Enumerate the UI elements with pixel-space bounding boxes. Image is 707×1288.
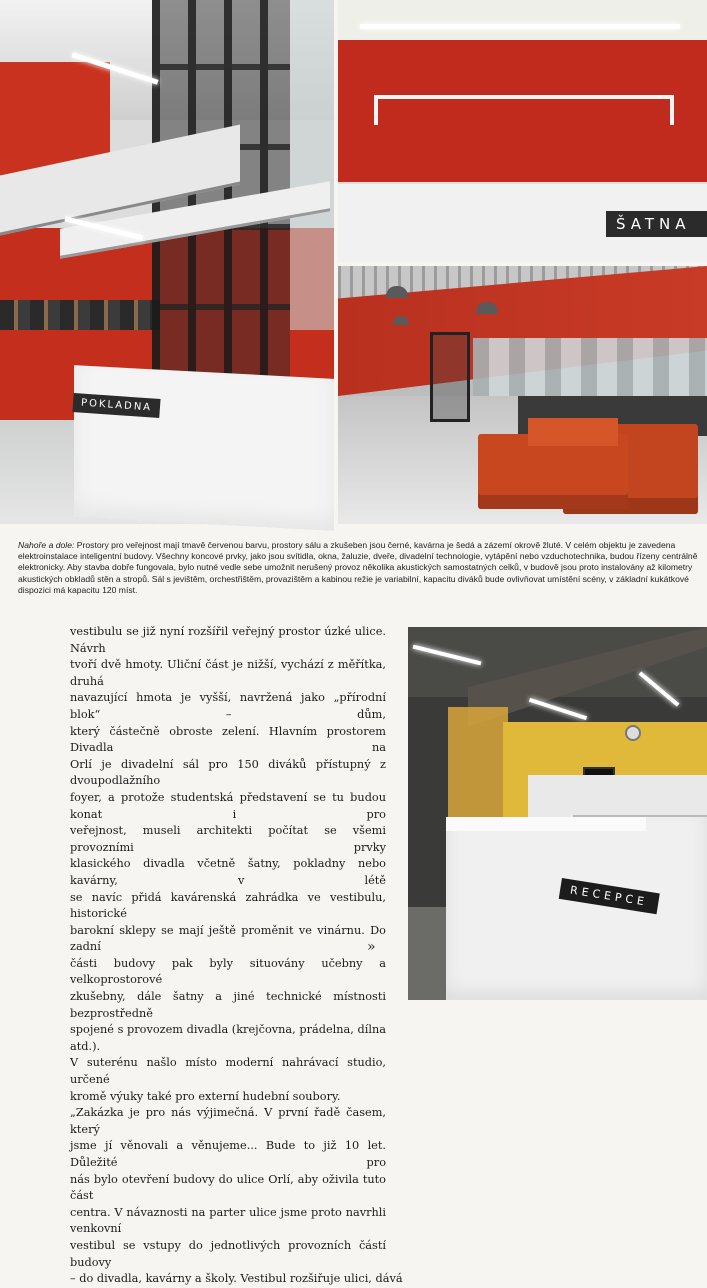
text-line: barokní sklepy se mají ještě proměnit ve vinárnu. Do zadní — [70, 923, 386, 954]
poster-strip — [0, 300, 160, 330]
glass-elevator — [430, 332, 470, 422]
sign-recepce: RECEPCE — [559, 878, 660, 914]
text-line: „Zakázka je pro nás výjimečná. V první řadě časem, který — [70, 1106, 386, 1136]
article-paragraph — [70, 1105, 403, 1288]
text-line: jsme jí věnovali a věnujeme... Bude to již 10 let. Důležité pro — [70, 1139, 386, 1169]
coat-rail — [374, 95, 674, 125]
text-line: který částečně obroste zelení. Hlavním prostorem Divadla na — [70, 724, 386, 755]
ceiling-lamp — [529, 698, 587, 720]
sign-satna: ŠATNA — [606, 211, 707, 237]
article-body — [70, 624, 403, 1288]
glass-panel — [290, 0, 334, 330]
photo-foyer — [338, 266, 707, 524]
caption-lead: Nahoře a dole: — [18, 540, 75, 550]
text-line: zkušebny, dále šatny a jiné technické místnosti bezprostředně — [70, 990, 386, 1020]
ticket-desk — [74, 365, 334, 531]
photo-reception — [408, 627, 707, 1000]
pendant-lamp — [476, 302, 498, 314]
photo-cloakroom — [338, 0, 707, 262]
reception-desk — [446, 817, 707, 1000]
caption-text: Prostory pro veřejnost mají tmavě červenou barvu, prostory sálu a zkušeben jsou černé, kavárna je šedá a zázemí okrově žluté. V celém objektu je zavedena elektroinstalace inteligentní budovy. Všechny koncové prvky, jako jsou svítidla, okna, žaluzie, dveře, divadelní technologie, vytápění nebo vzduchotechnika, budou řízeny centrálně elektronicky. Aby stavba dobře fungovala, bylo nutné vedle sebe umožnit nerušený provoz několika akustických samostatných celků, v budově jsou proto instalovány až kilometry akustických obkladů stěn a stropů. Sál s jevištěm, orchestřištěm, provazištěm a kabinou režie je variabilní, kapacitu diváků bude ovlivňovat umístění scény, v základní kukátkové dispozici má kapacitu 120 míst. — [18, 540, 698, 595]
text-line: veřejnost, museli architekti počítat se všemi provozními prvky — [70, 824, 386, 854]
text-line: Orlí je divadelní sál pro 150 diváků přístupný z dvoupodlažního — [70, 757, 386, 788]
text-line: centra. V návaznosti na parter ulice jsme proto navrhli venkovní — [70, 1205, 386, 1236]
text-line: části budovy pak byly situovány učebny a velkoprostorové — [70, 956, 386, 987]
text-line: V suterénu našlo místo moderní nahrávací studio, určené — [70, 1056, 386, 1087]
text-line: foyer, a protože studentská představení se tu budou konat i pro — [70, 790, 386, 821]
text-line: klasického divadla včetně šatny, pokladny nebo kavárny, v létě — [70, 857, 386, 887]
photo-ticket-desk — [0, 0, 334, 524]
orange-sofa-back — [528, 418, 618, 446]
pendant-lamp — [386, 286, 408, 298]
text-line: se navíc přidá kavárenská zahrádka ve vestibulu, historické — [70, 890, 386, 921]
ceiling — [338, 0, 707, 40]
text-line: – do divadla, kavárny a školy. Vestibul rozšiřuje ulici, dává — [70, 1272, 403, 1286]
ceiling-lamp — [360, 24, 680, 29]
article-paragraph — [70, 624, 386, 1105]
sign-pokladna: POKLADNA — [72, 393, 160, 418]
pendant-lamp — [393, 316, 409, 325]
photo-caption — [18, 540, 698, 596]
text-line: kromě výuky také pro externí hudební soubory. — [70, 1089, 341, 1103]
text-line: vestibulu se již nyní rozšířil veřejný prostor úzké ulice. Návrh — [70, 625, 386, 655]
continued-mark: » — [367, 939, 376, 955]
text-line: nás bylo otevření budovy do ulice Orlí, aby oživila tuto část — [70, 1172, 386, 1203]
wall-clock-icon — [625, 725, 641, 741]
text-line: spojené s provozem divadla (krejčovna, prádelna, dílna atd.). — [70, 1023, 386, 1053]
text-line: tvoří dvě hmoty. Uliční část je nižší, vychází z měřítka, druhá — [70, 658, 386, 688]
reception-desk-top — [446, 817, 646, 831]
text-line: vestibul se vstupy do jednotlivých provozních částí budovy — [70, 1238, 386, 1269]
text-line: navazující hmota je vyšší, navržená jako „přírodní blok“ – dům, — [70, 691, 386, 721]
